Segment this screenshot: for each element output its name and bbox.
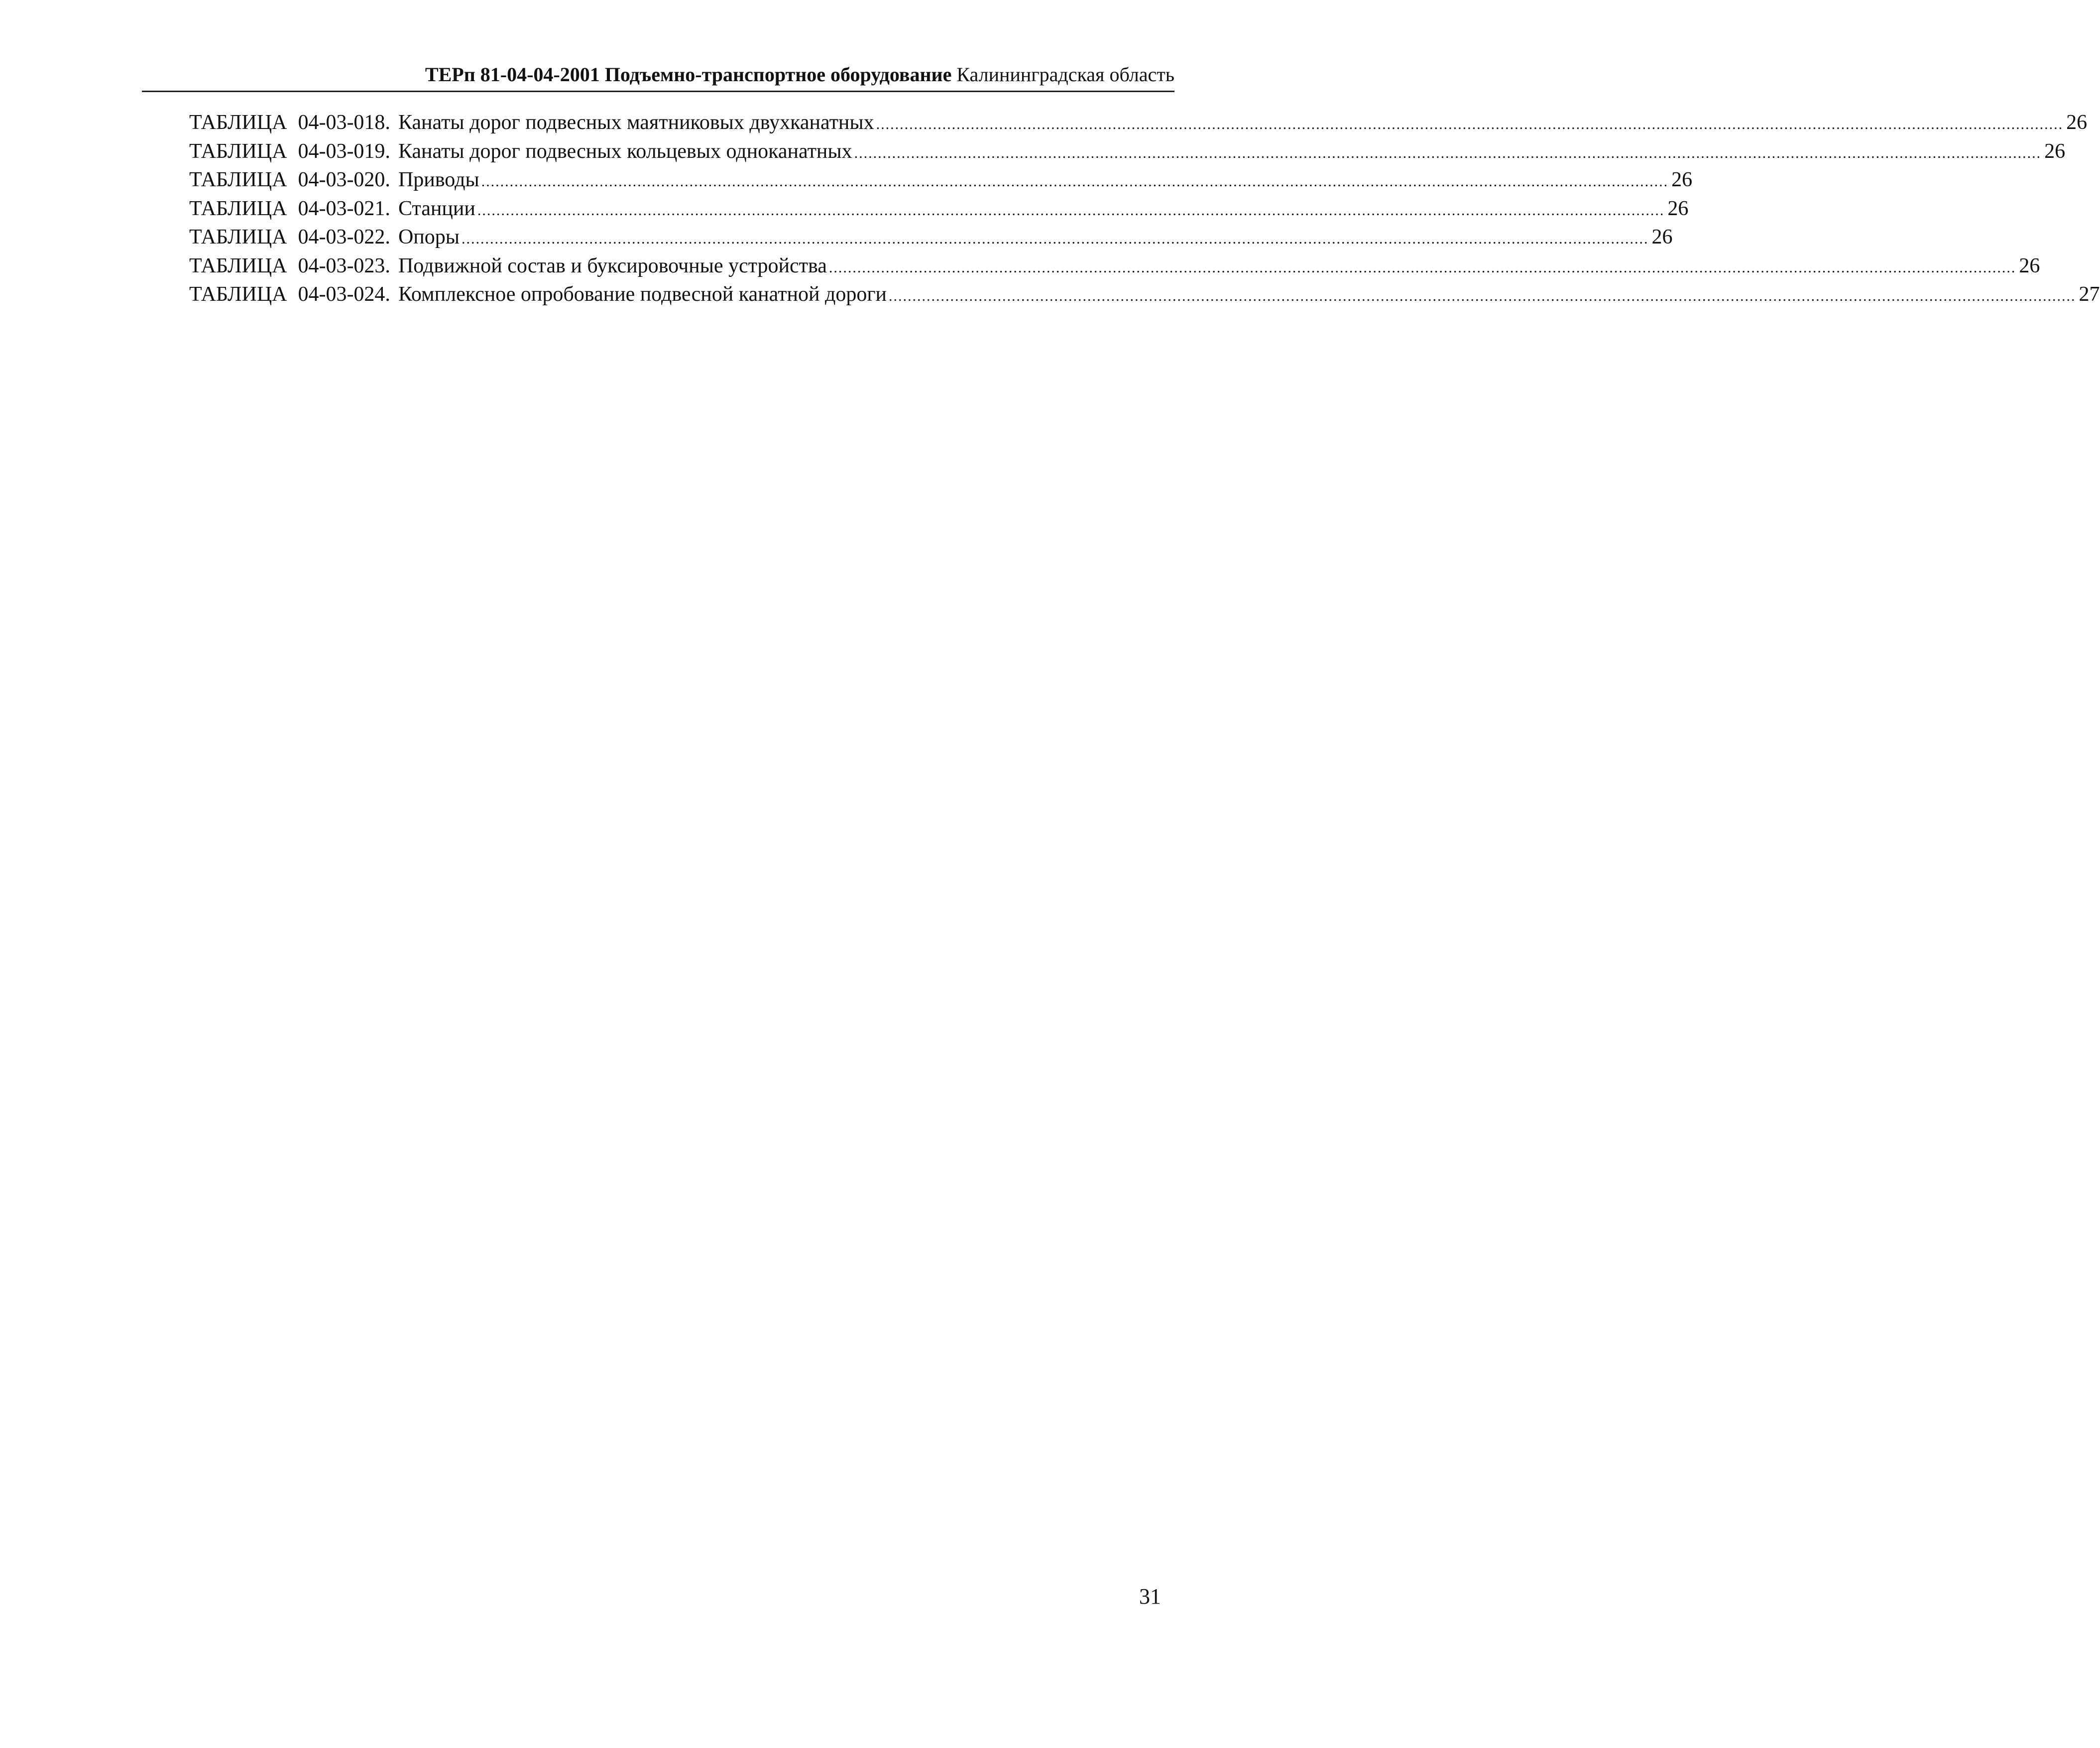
toc-dot-leader: ...........................................................................................................................................................................................................................................................	[889, 288, 2076, 304]
toc-entry-prefix: ТАБЛИЦА	[189, 254, 287, 277]
toc-dot-leader: ...........................................................................................................................................................................................................................................................	[477, 202, 1665, 219]
toc-entry[interactable]	[189, 252, 2040, 281]
toc-entry-number: 04-03-020.	[298, 168, 390, 191]
toc-entry-prefix: ТАБЛИЦА	[189, 197, 287, 220]
toc-dot-leader: ...........................................................................................................................................................................................................................................................	[828, 259, 2016, 276]
page-header	[142, 60, 1174, 92]
header-region: Калининградская область	[956, 63, 1174, 86]
toc-entry-title: Комплексное опробование подвесной канатной дороги	[398, 283, 887, 306]
toc-entry-prefix: ТАБЛИЦА	[189, 226, 287, 249]
header-document-title: Подъемно-транспортное оборудование	[604, 63, 952, 86]
toc-entry-page: 26	[2019, 254, 2040, 277]
toc-entry-page: 26	[1671, 168, 1693, 191]
toc-entry-number: 04-03-024.	[298, 283, 390, 306]
toc-entry-number: 04-03-021.	[298, 197, 390, 220]
toc-entry-page: 27	[2079, 283, 2100, 306]
toc-entry-number: 04-03-018.	[298, 111, 390, 134]
toc-entry-title: Канаты дорог подвесных кольцевых одноканатных	[398, 139, 852, 163]
toc-dot-leader: ...........................................................................................................................................................................................................................................................	[481, 173, 1669, 190]
toc-entry-page: 26	[2066, 111, 2088, 134]
toc-entry-prefix: ТАБЛИЦА	[189, 111, 287, 134]
toc-entry[interactable]	[189, 223, 1673, 252]
toc-entry-number: 04-03-022.	[298, 226, 390, 249]
toc-entry[interactable]	[189, 195, 1689, 224]
toc-entry-page: 26	[2044, 139, 2066, 163]
toc-entry-prefix: ТАБЛИЦА	[189, 283, 287, 306]
toc-entry-title: Станции	[398, 197, 475, 220]
page-number: 31	[1139, 1584, 1161, 1609]
toc-entry-title: Подвижной состав и буксировочные устройства	[398, 254, 827, 277]
toc-entry[interactable]	[189, 137, 2066, 166]
toc-entry-title: Приводы	[398, 168, 479, 191]
toc-entry-prefix: ТАБЛИЦА	[189, 139, 287, 163]
toc-entry-page: 26	[1651, 226, 1673, 249]
table-of-contents	[189, 109, 2100, 309]
toc-entry[interactable]	[189, 166, 1693, 195]
toc-entry-prefix: ТАБЛИЦА	[189, 168, 287, 191]
toc-entry-number: 04-03-019.	[298, 139, 390, 163]
toc-entry[interactable]	[189, 109, 2088, 137]
toc-entry[interactable]	[189, 280, 2100, 309]
toc-entry-title: Канаты дорог подвесных маятниковых двухканатных	[398, 111, 874, 134]
toc-entry-number: 04-03-023.	[298, 254, 390, 277]
toc-entry-page: 26	[1667, 197, 1689, 220]
toc-dot-leader: ...........................................................................................................................................................................................................................................................	[461, 231, 1649, 247]
toc-entry-title: Опоры	[398, 226, 460, 249]
toc-dot-leader: ...........................................................................................................................................................................................................................................................	[876, 116, 2064, 132]
header-document-code: ТЕРп 81-04-04-2001	[425, 63, 600, 86]
toc-dot-leader: ...........................................................................................................................................................................................................................................................	[854, 144, 2042, 161]
